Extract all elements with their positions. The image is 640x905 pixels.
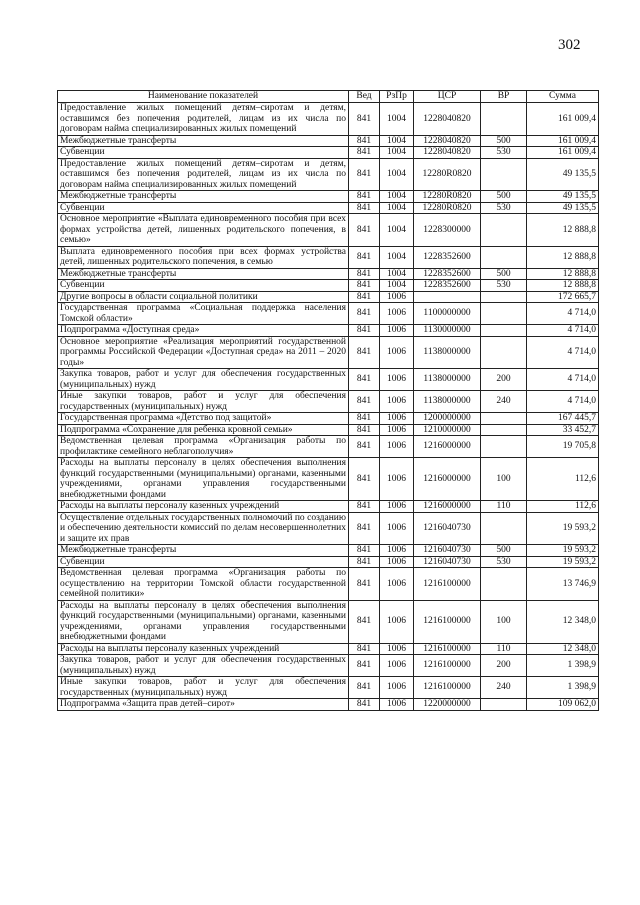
cell-csr: 1216040730 — [414, 556, 481, 568]
cell-name: Расходы на выплаты персоналу казенных учреждений — [58, 643, 349, 655]
cell-name: Иные закупки товаров, работ и услуг для обеспечения государственных (муниципальных) нужд — [58, 677, 349, 699]
cell-rzpr: 1006 — [380, 501, 414, 513]
cell-sum: 172 665,7 — [527, 291, 599, 303]
cell-name: Иные закупки товаров, работ и услуг для обеспечения государственных (муниципальных) нужд — [58, 391, 349, 413]
cell-rzpr: 1004 — [380, 214, 414, 247]
cell-ved: 841 — [349, 512, 380, 545]
cell-csr: 1216040730 — [414, 545, 481, 557]
cell-ved: 841 — [349, 336, 380, 369]
cell-csr: 1228300000 — [414, 214, 481, 247]
header-sum: Сумма — [527, 91, 599, 103]
cell-csr: 1216100000 — [414, 568, 481, 601]
cell-sum: 49 135,5 — [527, 158, 599, 191]
cell-csr: 1228040820 — [414, 147, 481, 159]
cell-ved: 841 — [349, 103, 380, 136]
cell-rzpr: 1006 — [380, 699, 414, 711]
table-row — [58, 325, 599, 337]
table-row — [58, 268, 599, 280]
cell-rzpr: 1004 — [380, 202, 414, 214]
cell-sum: 161 009,4 — [527, 147, 599, 159]
cell-vr: 530 — [481, 202, 527, 214]
table-row — [58, 545, 599, 557]
cell-vr: 500 — [481, 135, 527, 147]
cell-name: Расходы на выплаты персоналу казенных учреждений — [58, 501, 349, 513]
cell-vr — [481, 303, 527, 325]
cell-name: Государственная программа «Детство под защитой» — [58, 413, 349, 425]
cell-csr: 1216000000 — [414, 436, 481, 458]
cell-csr: 1216100000 — [414, 677, 481, 699]
header-rzpr: РзПр — [380, 91, 414, 103]
cell-name: Предоставление жилых помещений детям–сиротам и детям, оставшимся без попечения родителей, лицам из их числа по договорам найма специализированных жилых помещений — [58, 158, 349, 191]
header-name: Наименование показателей — [58, 91, 349, 103]
cell-csr: 1138000000 — [414, 336, 481, 369]
cell-sum: 33 452,7 — [527, 424, 599, 436]
cell-rzpr: 1004 — [380, 268, 414, 280]
cell-sum: 19 593,2 — [527, 512, 599, 545]
cell-csr: 1216100000 — [414, 600, 481, 643]
cell-name: Межбюджетные трансферты — [58, 545, 349, 557]
table-row — [58, 135, 599, 147]
cell-ved: 841 — [349, 643, 380, 655]
header-vr: ВР — [481, 91, 527, 103]
cell-name: Субвенции — [58, 202, 349, 214]
cell-name: Субвенции — [58, 556, 349, 568]
cell-ved: 841 — [349, 413, 380, 425]
cell-vr: 200 — [481, 369, 527, 391]
cell-vr: 100 — [481, 600, 527, 643]
table-row — [58, 214, 599, 247]
cell-name: Межбюджетные трансферты — [58, 135, 349, 147]
cell-ved: 841 — [349, 268, 380, 280]
cell-rzpr: 1006 — [380, 436, 414, 458]
cell-vr: 110 — [481, 501, 527, 513]
cell-csr: 12280R0820 — [414, 158, 481, 191]
table-row — [58, 458, 599, 501]
cell-sum: 161 009,4 — [527, 103, 599, 136]
cell-name: Межбюджетные трансферты — [58, 191, 349, 203]
table-row — [58, 568, 599, 601]
cell-sum: 19 593,2 — [527, 545, 599, 557]
cell-ved: 841 — [349, 568, 380, 601]
cell-csr: 1210000000 — [414, 424, 481, 436]
cell-name: Подпрограмма «Доступная среда» — [58, 325, 349, 337]
cell-sum: 1 398,9 — [527, 677, 599, 699]
cell-csr: 1220000000 — [414, 699, 481, 711]
cell-csr: 1216100000 — [414, 643, 481, 655]
table-row — [58, 147, 599, 159]
cell-ved: 841 — [349, 147, 380, 159]
cell-ved: 841 — [349, 501, 380, 513]
cell-ved: 841 — [349, 214, 380, 247]
cell-ved: 841 — [349, 303, 380, 325]
cell-sum: 112,6 — [527, 458, 599, 501]
cell-vr — [481, 246, 527, 268]
cell-name: Государственная программа «Социальная поддержка населения Томской области» — [58, 303, 349, 325]
cell-name: Расходы на выплаты персоналу в целях обеспечения выполнения функций государственными (муниципальными) органами, казенными учреждениями, органами управления государственными внебюджетными фондами — [58, 600, 349, 643]
cell-sum: 19 593,2 — [527, 556, 599, 568]
cell-csr: 12280R0820 — [414, 191, 481, 203]
cell-name: Закупка товаров, работ и услуг для обеспечения государственных (муниципальных) нужд — [58, 369, 349, 391]
cell-rzpr: 1006 — [380, 677, 414, 699]
cell-sum: 4 714,0 — [527, 369, 599, 391]
cell-rzpr: 1006 — [380, 655, 414, 677]
cell-name: Предоставление жилых помещений детям–сиротам и детям, оставшимся без попечения родителей, лицам из их числа по договорам найма специализированных жилых помещений — [58, 103, 349, 136]
table-row — [58, 424, 599, 436]
cell-vr — [481, 103, 527, 136]
table-row — [58, 512, 599, 545]
cell-csr: 1216000000 — [414, 458, 481, 501]
cell-vr: 530 — [481, 147, 527, 159]
cell-csr: 1216040730 — [414, 512, 481, 545]
cell-name: Основное мероприятие «Выплата единовременного пособия при всех формах устройства детей, лишенных родительского попечения, в семью» — [58, 214, 349, 247]
table-row — [58, 103, 599, 136]
cell-sum: 4 714,0 — [527, 303, 599, 325]
cell-rzpr: 1006 — [380, 556, 414, 568]
header-csr: ЦСР — [414, 91, 481, 103]
cell-vr — [481, 568, 527, 601]
table-row — [58, 291, 599, 303]
cell-vr: 110 — [481, 643, 527, 655]
table-row — [58, 246, 599, 268]
cell-csr: 1216100000 — [414, 655, 481, 677]
cell-vr: 500 — [481, 191, 527, 203]
cell-vr: 100 — [481, 458, 527, 501]
cell-ved: 841 — [349, 280, 380, 292]
table-body — [58, 103, 599, 711]
cell-csr: 1130000000 — [414, 325, 481, 337]
cell-sum: 167 445,7 — [527, 413, 599, 425]
cell-vr — [481, 325, 527, 337]
cell-rzpr: 1006 — [380, 512, 414, 545]
table-row — [58, 191, 599, 203]
cell-csr: 1138000000 — [414, 391, 481, 413]
cell-name: Межбюджетные трансферты — [58, 268, 349, 280]
cell-name: Другие вопросы в области социальной политики — [58, 291, 349, 303]
cell-rzpr: 1006 — [380, 600, 414, 643]
page-number: 302 — [558, 37, 581, 53]
header-row — [58, 91, 599, 103]
table-row — [58, 699, 599, 711]
cell-sum: 4 714,0 — [527, 391, 599, 413]
cell-ved: 841 — [349, 369, 380, 391]
cell-csr: 1228352600 — [414, 280, 481, 292]
cell-rzpr: 1004 — [380, 103, 414, 136]
cell-ved: 841 — [349, 191, 380, 203]
cell-csr: 1138000000 — [414, 369, 481, 391]
cell-name: Ведомственная целевая программа «Организация работы по профилактике семейного неблагополучия» — [58, 436, 349, 458]
cell-rzpr: 1006 — [380, 336, 414, 369]
cell-rzpr: 1006 — [380, 458, 414, 501]
cell-vr — [481, 413, 527, 425]
cell-name: Субвенции — [58, 280, 349, 292]
cell-csr — [414, 291, 481, 303]
cell-ved: 841 — [349, 436, 380, 458]
table-row — [58, 436, 599, 458]
cell-rzpr: 1006 — [380, 325, 414, 337]
cell-sum: 19 705,8 — [527, 436, 599, 458]
cell-rzpr: 1006 — [380, 545, 414, 557]
cell-ved: 841 — [349, 158, 380, 191]
budget-table — [57, 90, 599, 711]
cell-vr: 530 — [481, 556, 527, 568]
cell-sum: 12 888,8 — [527, 246, 599, 268]
cell-vr — [481, 291, 527, 303]
header-ved: Вед — [349, 91, 380, 103]
cell-vr: 500 — [481, 268, 527, 280]
cell-csr: 1200000000 — [414, 413, 481, 425]
table-row — [58, 413, 599, 425]
table-row — [58, 303, 599, 325]
table-row — [58, 336, 599, 369]
table-row — [58, 280, 599, 292]
cell-name: Ведомственная целевая программа «Организация работы по осуществлению на территории Томской области государственной семейной политики» — [58, 568, 349, 601]
cell-ved: 841 — [349, 202, 380, 214]
cell-rzpr: 1004 — [380, 158, 414, 191]
cell-rzpr: 1004 — [380, 191, 414, 203]
cell-csr: 1216000000 — [414, 501, 481, 513]
table-row — [58, 391, 599, 413]
cell-name: Расходы на выплаты персоналу в целях обеспечения выполнения функций государственными (муниципальными) органами, казенными учреждениями, органами управления государственными внебюджетными фондами — [58, 458, 349, 501]
cell-vr — [481, 214, 527, 247]
cell-sum: 1 398,9 — [527, 655, 599, 677]
cell-ved: 841 — [349, 391, 380, 413]
table-row — [58, 655, 599, 677]
cell-vr — [481, 336, 527, 369]
table-row — [58, 202, 599, 214]
cell-csr: 12280R0820 — [414, 202, 481, 214]
cell-ved: 841 — [349, 291, 380, 303]
cell-rzpr: 1006 — [380, 643, 414, 655]
cell-rzpr: 1004 — [380, 135, 414, 147]
cell-ved: 841 — [349, 556, 380, 568]
cell-rzpr: 1006 — [380, 568, 414, 601]
table-row — [58, 600, 599, 643]
cell-vr: 200 — [481, 655, 527, 677]
cell-ved: 841 — [349, 246, 380, 268]
cell-csr: 1228352600 — [414, 268, 481, 280]
cell-vr — [481, 424, 527, 436]
table-row — [58, 158, 599, 191]
cell-ved: 841 — [349, 325, 380, 337]
cell-ved: 841 — [349, 135, 380, 147]
cell-sum: 12 888,8 — [527, 280, 599, 292]
cell-name: Основное мероприятие «Реализация мероприятий государственной программы Российской Федерации «Доступная среда» на 2011 – 2020 годы» — [58, 336, 349, 369]
cell-vr: 240 — [481, 391, 527, 413]
cell-sum: 4 714,0 — [527, 325, 599, 337]
table-row — [58, 556, 599, 568]
cell-rzpr: 1006 — [380, 291, 414, 303]
cell-csr: 1228040820 — [414, 103, 481, 136]
table-row — [58, 677, 599, 699]
cell-sum: 161 009,4 — [527, 135, 599, 147]
cell-sum: 12 348,0 — [527, 643, 599, 655]
cell-rzpr: 1004 — [380, 280, 414, 292]
table-header — [58, 91, 599, 103]
cell-sum: 12 888,8 — [527, 214, 599, 247]
cell-sum: 112,6 — [527, 501, 599, 513]
cell-vr — [481, 512, 527, 545]
cell-vr: 530 — [481, 280, 527, 292]
cell-csr: 1228040820 — [414, 135, 481, 147]
cell-rzpr: 1006 — [380, 303, 414, 325]
cell-vr — [481, 699, 527, 711]
cell-sum: 12 348,0 — [527, 600, 599, 643]
cell-vr: 240 — [481, 677, 527, 699]
cell-rzpr: 1004 — [380, 246, 414, 268]
cell-csr: 1100000000 — [414, 303, 481, 325]
cell-name: Субвенции — [58, 147, 349, 159]
cell-sum: 4 714,0 — [527, 336, 599, 369]
cell-rzpr: 1006 — [380, 424, 414, 436]
table-row — [58, 643, 599, 655]
cell-sum: 49 135,5 — [527, 191, 599, 203]
cell-ved: 841 — [349, 699, 380, 711]
cell-ved: 841 — [349, 600, 380, 643]
cell-vr — [481, 158, 527, 191]
cell-name: Осуществление отдельных государственных полномочий по созданию и обеспечению деятельности комиссий по делам несовершеннолетних и защите их прав — [58, 512, 349, 545]
table-row — [58, 369, 599, 391]
cell-vr — [481, 436, 527, 458]
cell-name: Закупка товаров, работ и услуг для обеспечения государственных (муниципальных) нужд — [58, 655, 349, 677]
cell-rzpr: 1006 — [380, 391, 414, 413]
cell-name: Подпрограмма «Сохранение для ребенка кровной семьи» — [58, 424, 349, 436]
cell-name: Подпрограмма «Защита прав детей–сирот» — [58, 699, 349, 711]
cell-rzpr: 1004 — [380, 147, 414, 159]
cell-rzpr: 1006 — [380, 413, 414, 425]
cell-vr: 500 — [481, 545, 527, 557]
cell-sum: 13 746,9 — [527, 568, 599, 601]
cell-sum: 12 888,8 — [527, 268, 599, 280]
cell-sum: 109 062,0 — [527, 699, 599, 711]
table-row — [58, 501, 599, 513]
cell-sum: 49 135,5 — [527, 202, 599, 214]
cell-ved: 841 — [349, 424, 380, 436]
cell-ved: 841 — [349, 655, 380, 677]
cell-ved: 841 — [349, 458, 380, 501]
cell-csr: 1228352600 — [414, 246, 481, 268]
cell-ved: 841 — [349, 677, 380, 699]
cell-name: Выплата единовременного пособия при всех формах устройства детей, лишенных родительского попечения, в семью — [58, 246, 349, 268]
cell-rzpr: 1006 — [380, 369, 414, 391]
cell-ved: 841 — [349, 545, 380, 557]
